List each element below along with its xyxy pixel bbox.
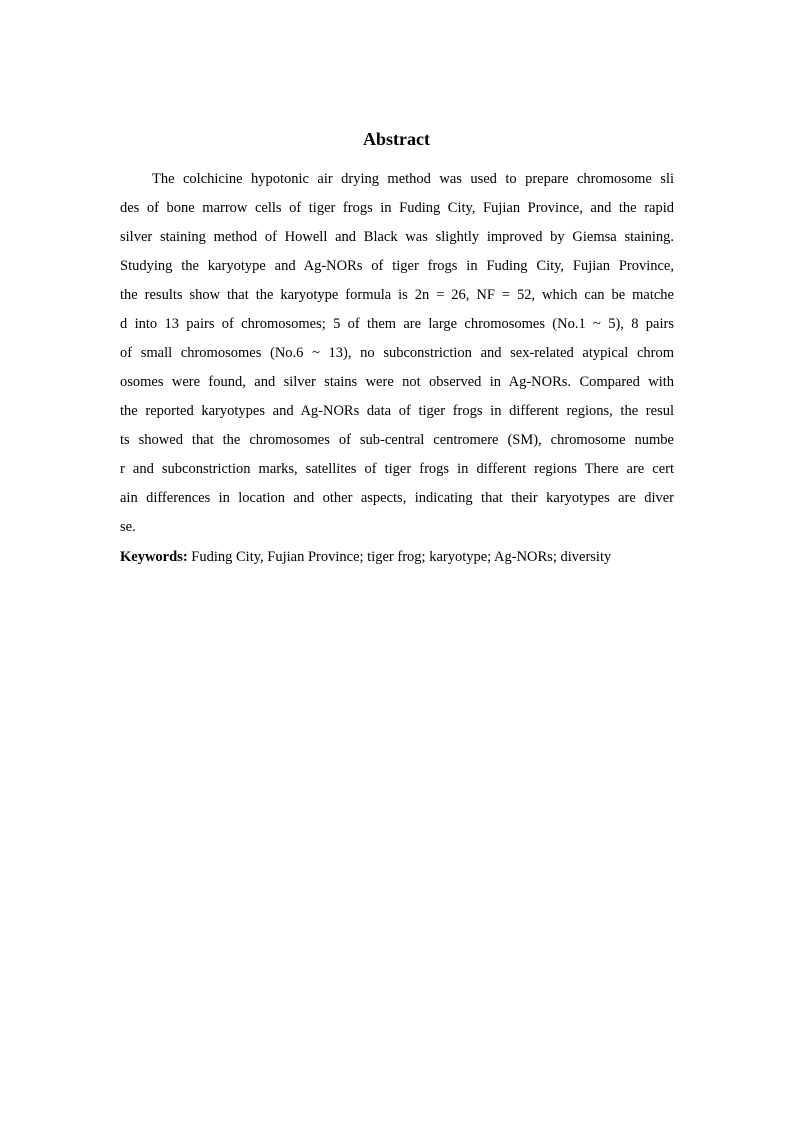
abstract-line: ts showed that the chromosomes of sub-central centromere (SM), chromosome numbe	[120, 432, 674, 448]
abstract-line: ain differences in location and other aspects, indicating that their karyotypes are diver	[120, 490, 674, 506]
abstract-line: d into 13 pairs of chromosomes; 5 of them are large chromosomes (No.1 ~ 5), 8 pairs	[120, 316, 674, 332]
abstract-line: osomes were found, and silver stains were not observed in Ag-NORs. Compared with	[120, 374, 674, 390]
abstract-line: the results show that the karyotype formula is 2n = 26, NF = 52, which can be matche	[120, 287, 674, 303]
abstract-line: silver staining method of Howell and Black was slightly improved by Giemsa staining.	[120, 229, 674, 245]
abstract-line: se.	[120, 519, 136, 535]
abstract-line: Studying the karyotype and Ag-NORs of tiger frogs in Fuding City, Fujian Province,	[120, 258, 674, 274]
abstract-line: The colchicine hypotonic air drying method was used to prepare chromosome sli	[152, 171, 674, 187]
abstract-line: des of bone marrow cells of tiger frogs in Fuding City, Fujian Province, and the rapid	[120, 200, 674, 216]
abstract-line: the reported karyotypes and Ag-NORs data of tiger frogs in different regions, the resul	[120, 403, 674, 419]
abstract-line: r and subconstriction marks, satellites of tiger frogs in different regions There are cert	[120, 461, 674, 477]
keywords-line	[120, 543, 674, 572]
abstract-body	[120, 165, 674, 542]
abstract-line: of small chromosomes (No.6 ~ 13), no subconstriction and sex-related atypical chrom	[120, 345, 674, 361]
keywords-label: Keywords:	[120, 549, 188, 565]
keywords-text: Fuding City, Fujian Province; tiger frog; karyotype; Ag-NORs; diversity	[187, 549, 612, 565]
abstract-title: Abstract	[363, 129, 430, 149]
